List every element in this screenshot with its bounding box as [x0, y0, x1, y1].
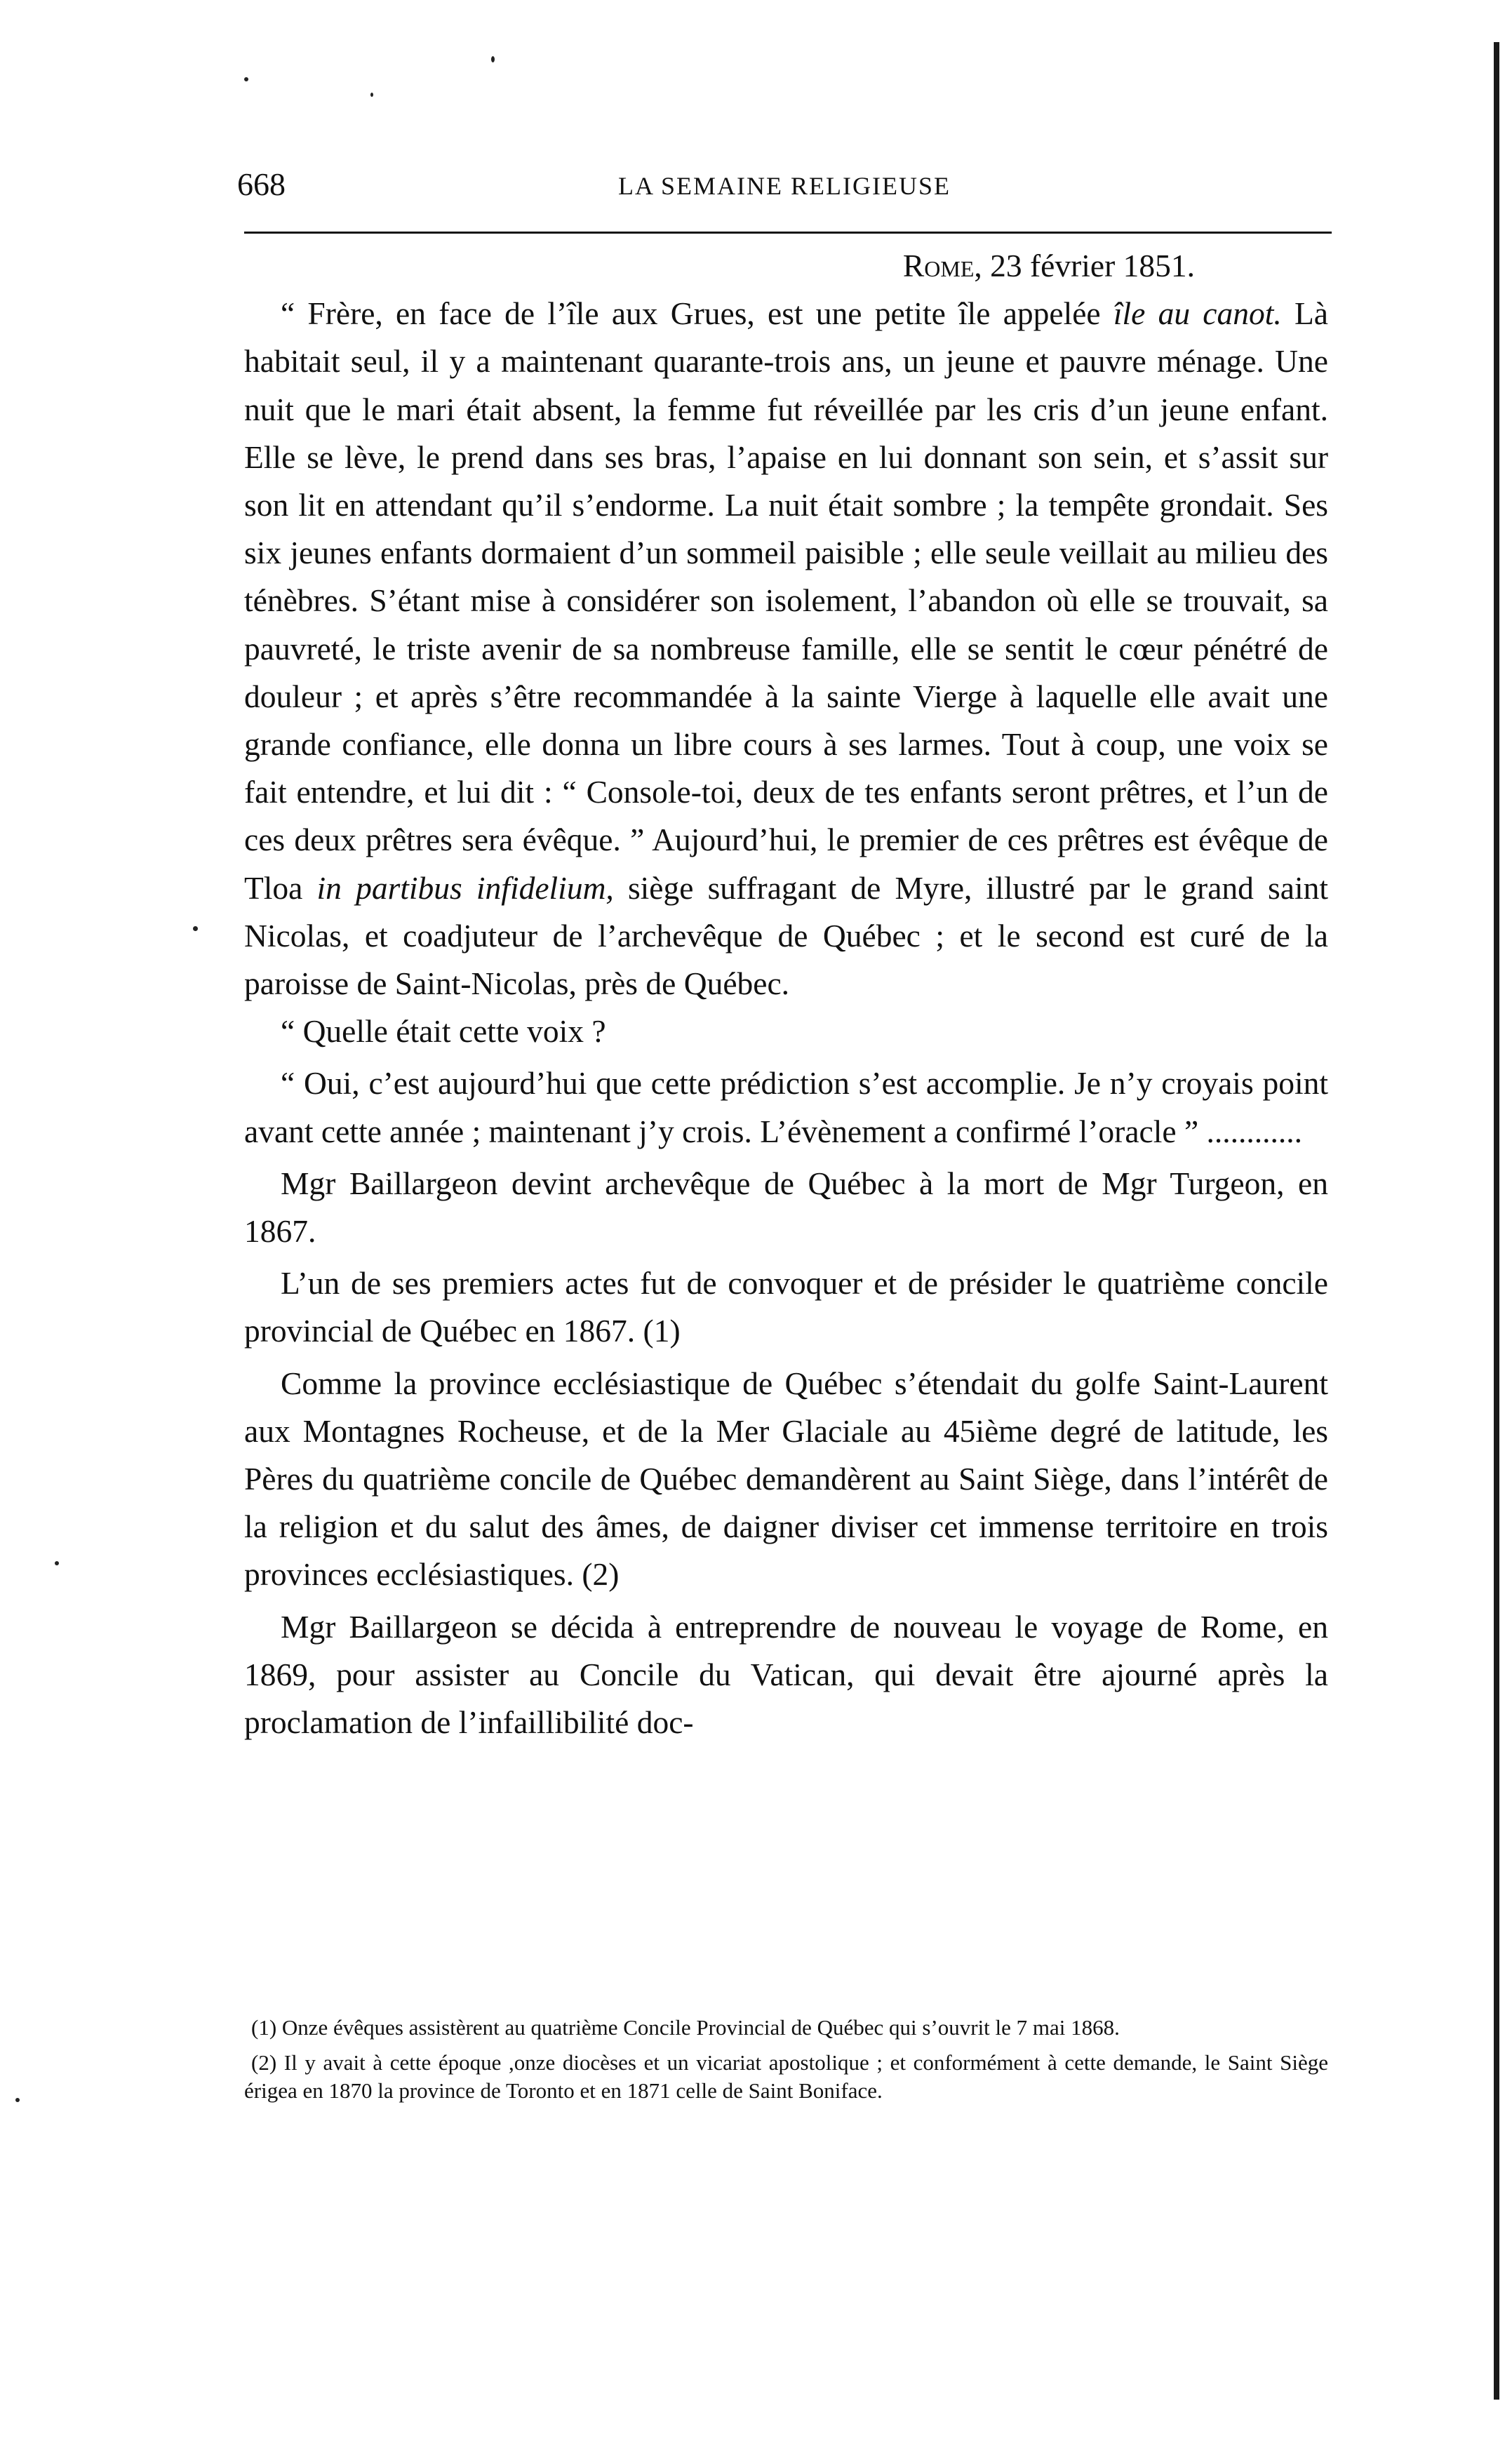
dateline-date: , 23 février 1851.: [974, 248, 1195, 283]
page-header: [237, 166, 1332, 208]
running-title: LA SEMAINE RELIGIEUSE: [618, 172, 951, 200]
footnote: (1) Onze évêques assistèrent au quatrième Concile Provincial de Québec qui s’ouvrit le 7 mai 1868.: [251, 2015, 1120, 2040]
body-text: [244, 242, 1328, 1746]
text-run: siège suffragant de Myre, illustré par le grand saint Nicolas, et coadjuteur de l’archevêque de Québec ; et le second est curé de la paroisse de Saint-Nicolas, près de Québec.: [244, 869, 1328, 1002]
page-number: 668: [237, 166, 286, 202]
paragraph: Comme la province ecclésiastique de Québec s’étendait du golfe Saint-Laurent aux Montagnes Rocheuse, et de la Mer Glaciale au 45ième degré de latitude, les Pères du quatrième concile de Québec demandèrent au Saint Siège, dans l’intérêt de la religion et du salut des âmes, de daigner diviser cet immense territoire en trois provinces ecclésiastiques. (2): [244, 1365, 1328, 1593]
paragraph: L’un de ses premiers actes fut de convoquer et de présider le quatrième concile provincial de Québec en 1867. (1): [244, 1265, 1328, 1349]
dateline-place: Rome: [902, 248, 975, 283]
footnotes: [244, 2014, 1328, 2112]
paragraph: Mgr Baillargeon se décida à entreprendre de nouveau le voyage de Rome, en 1869, pour assister au Concile du Vatican, qui devait être ajourné après la proclamation de l’infaillibilité doc-: [244, 1608, 1328, 1741]
text-run: Là habitait seul, il y a maintenant quarante-trois ans, un jeune et pauvre ménage. Une nuit que le mari était absent, la femme fut réveillée par les cris d’un jeune enfant. Elle se lève, le prend dans ses bras, l’apaise en lui donnant son sein, et s’assit sur son lit en attendant qu’il s’endorme. La nuit était sombre ; la tempête grondait. Ses six jeunes enfants dormaient d’un sommeil paisible ; elle seule veillait au milieu des ténèbres. S’étant mise à considérer son isolement, l’abandon où elle se trouvait, sa pauvreté, le triste avenir de sa nombreuse famille, elle se sentit le cœur pénétré de douleur ; et après s’être recommandée à la sainte Vierge à laquelle elle avait une grande confiance, elle donna un libre cours à ses larmes. Tout à coup, une voix se fait entendre, et lui dit : “ Console-toi, deux de tes enfants seront prêtres, et l’un de ces deux prêtres sera évêque. ” Aujourd’hui, le premier de ces prêtres est évêque de Tloa: [244, 295, 1328, 906]
footnote: (2) Il y avait à cette époque ,onze diocèses et un vicariat apostolique ; et conformément à cette demande, le Saint Siège érigea en 1870 la province de Toronto et en 1871 celle de Saint Boniface.: [244, 2050, 1328, 2103]
italic-text: in partibus infidelium,: [316, 869, 614, 906]
paragraph: Mgr Baillargeon devint archevêque de Québec à la mort de Mgr Turgeon, en 1867.: [244, 1165, 1328, 1250]
dateline: [244, 242, 1328, 290]
paragraph: [244, 290, 1328, 1008]
paragraph: “ Quelle était cette voix ?: [281, 1013, 606, 1050]
scan-border: [1494, 42, 1499, 2400]
italic-text: île au canot.: [1113, 295, 1282, 332]
paragraph: “ Oui, c’est aujourd’hui que cette prédiction s’est accomplie. Je n’y croyais point avant cette année ; maintenant j’y crois. L’évènement a confirmé l’oracle ” ............: [244, 1065, 1328, 1149]
header-rule: [244, 232, 1332, 234]
text-run: “ Frère, en face de l’île aux Grues, est une petite île appelée: [281, 295, 1113, 332]
